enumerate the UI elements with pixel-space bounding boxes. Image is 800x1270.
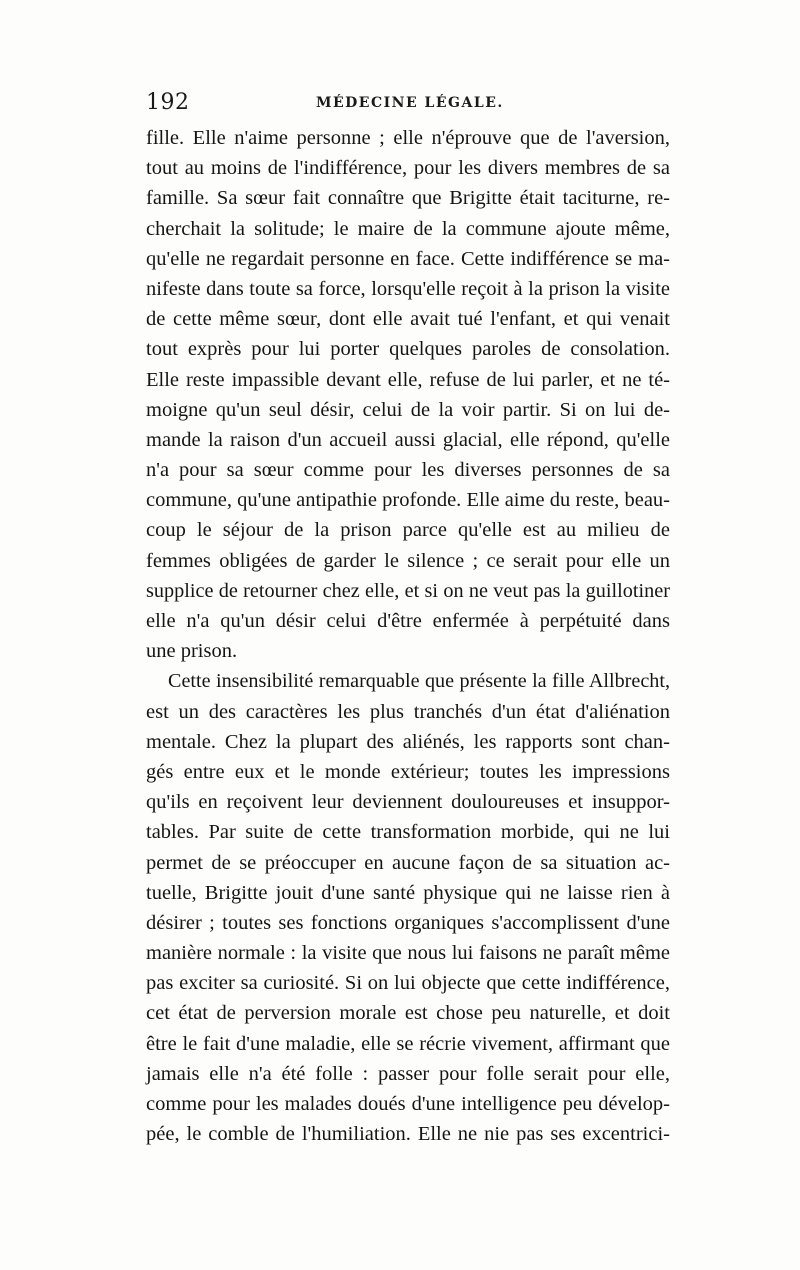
text-line: mentale. Chez la plupart des aliénés, les rapports sont chan- <box>146 730 670 753</box>
text-line: famille. Sa sœur fait connaître que Brigitte était taciturne, re- <box>146 187 670 210</box>
page-number: 192 <box>146 90 190 115</box>
running-title: MÉDECINE LÉGALE. <box>316 95 504 111</box>
text-line: tables. Par suite de cette transformation morbide, qui ne lui <box>146 821 670 844</box>
text-line: tuelle, Brigitte jouit d'une santé physique qui ne laisse rien à <box>146 881 670 904</box>
text-line: de cette même sœur, dont elle avait tué l'enfant, et qui venait <box>146 308 670 331</box>
text-line: commune, qu'une antipathie profonde. Elle aime du reste, beau- <box>146 489 670 512</box>
text-line: Elle reste impassible devant elle, refuse de lui parler, et ne té- <box>146 368 670 391</box>
text-line: qu'ils en reçoivent leur deviennent douloureuses et insuppor- <box>146 791 670 814</box>
text-line: cherchait la solitude; le maire de la commune ajoute même, <box>146 217 670 240</box>
text-line: jamais elle n'a été folle : passer pour folle serait pour elle, <box>146 1062 670 1085</box>
text-line: pée, le comble de l'humiliation. Elle ne nie pas ses excentrici- <box>146 1123 670 1146</box>
text-line: nifeste dans toute sa force, lorsqu'elle reçoit à la prison la visite <box>146 277 670 300</box>
text-line: comme pour les malades doués d'une intelligence peu dévelop- <box>146 1093 670 1115</box>
text-line: coup le séjour de la prison parce qu'elle est au milieu de <box>146 519 670 542</box>
page-header <box>146 90 670 120</box>
text-line: femmes obligées de garder le silence ; ce serait pour elle un <box>146 549 670 572</box>
text-line: n'a pour sa sœur comme pour les diverses personnes de sa <box>146 459 670 482</box>
text-line: mande la raison d'un accueil aussi glacial, elle répond, qu'elle <box>146 428 670 451</box>
text-line: supplice de retourner chez elle, et si on ne veut pas la guillotiner <box>146 579 670 602</box>
body-text <box>146 123 670 1149</box>
text-line: une prison. <box>146 640 238 663</box>
text-line: fille. Elle n'aime personne ; elle n'éprouve que de l'aversion, <box>146 127 670 149</box>
text-line: désirer ; toutes ses fonctions organiques s'accomplissent d'une <box>146 911 670 934</box>
text-line: cet état de perversion morale est chose peu naturelle, et doit <box>146 1002 670 1025</box>
text-line: gés entre eux et le monde extérieur; toutes les impressions <box>146 760 670 783</box>
text-line: manière normale : la visite que nous lui faisons ne paraît même <box>146 942 670 965</box>
text-line: tout exprès pour lui porter quelques paroles de consolation. <box>146 338 670 361</box>
text-line: elle n'a qu'un désir celui d'être enfermée à perpétuité dans <box>146 610 670 632</box>
text-line: être le fait d'une maladie, elle se récrie vivement, affirmant que <box>146 1032 670 1055</box>
text-line: tout au moins de l'indifférence, pour les divers membres de sa <box>146 157 670 180</box>
text-line: pas exciter sa curiosité. Si on lui objecte que cette indifférence, <box>146 972 670 995</box>
text-line: est un des caractères les plus tranchés d'un état d'aliénation <box>146 700 670 723</box>
text-line: qu'elle ne regardait personne en face. Cette indifférence se ma- <box>146 247 670 270</box>
text-line: moigne qu'un seul désir, celui de la voir partir. Si on lui de- <box>146 398 670 421</box>
paragraph-first-line: Cette insensibilité remarquable que présente la fille Allbrecht, <box>168 670 670 693</box>
text-line: permet de se préoccuper en aucune façon de sa situation ac- <box>146 851 670 874</box>
